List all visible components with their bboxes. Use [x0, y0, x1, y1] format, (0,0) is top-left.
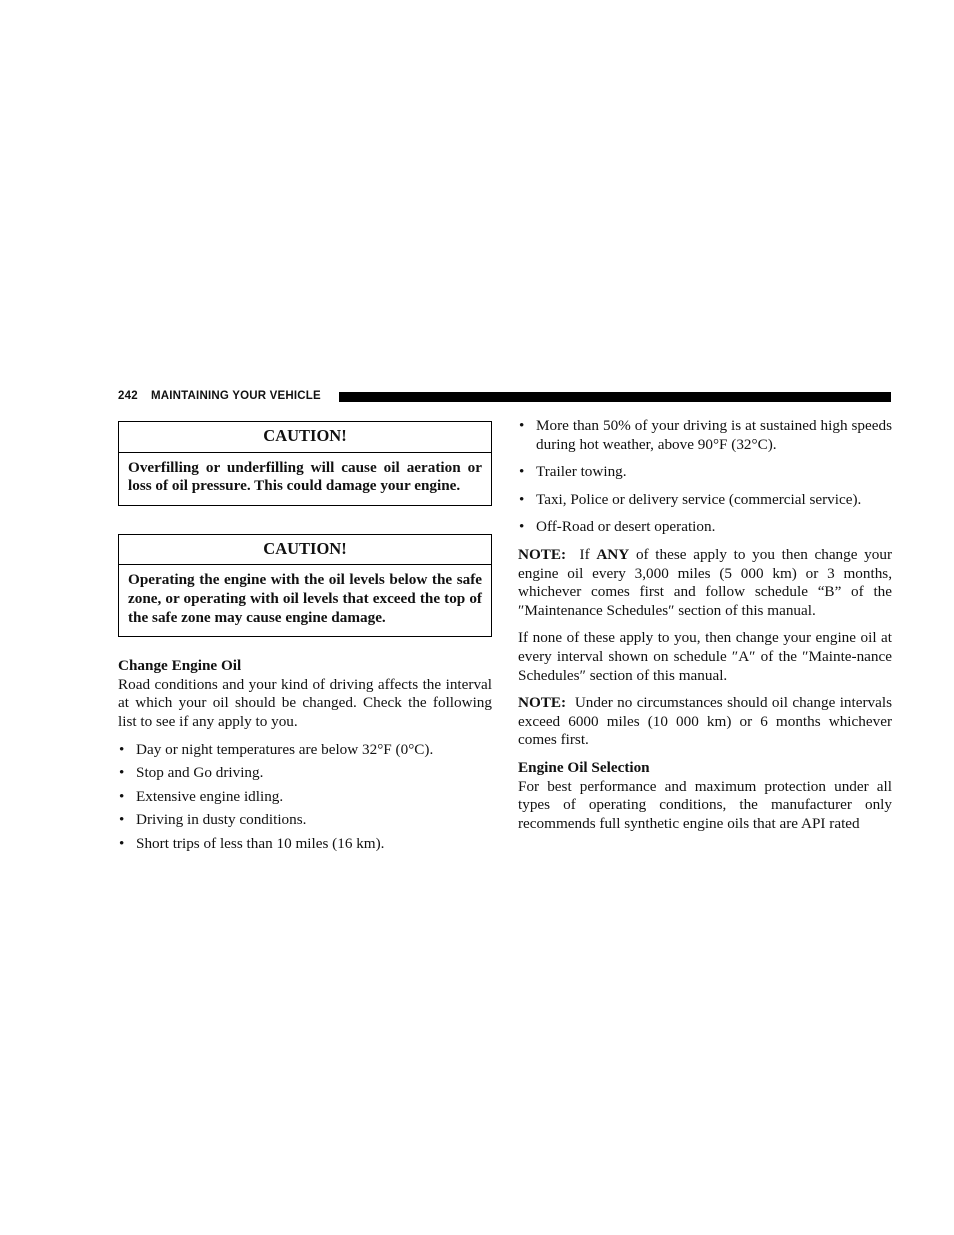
page-header [118, 389, 891, 405]
caution-box-oil-level [118, 421, 492, 506]
list-item: • Off-Road or desert operation. [519, 518, 716, 536]
note-emphasis: ANY [596, 545, 630, 563]
list-item: • Day or night temperatures are below 32°F (0°C). [119, 740, 434, 758]
list-item: • Stop and Go driving. [119, 764, 264, 782]
list-item: • Trailer towing. [519, 463, 627, 481]
list-item: • Short trips of less than 10 miles (16 km). [119, 834, 385, 852]
note-any-conditions: NOTE: If ANY of these apply to you then change your engine oil every 3,000 miles (5 000 km) or 3 months, whichever comes first and follow schedule “B” of the ″Maintenance Schedules″ section of this manual. [518, 545, 893, 619]
change-oil-heading: Change Engine Oil [118, 657, 242, 675]
header-rule [339, 392, 891, 402]
caution-title: CAUTION! [119, 535, 491, 566]
para-none-apply: If none of these apply to you, then change your engine oil at every interval shown on schedule ″A″ of the ″Mainte-nance Schedules″ section of this manual. [518, 629, 892, 684]
page-number: 242 [118, 390, 138, 402]
section-title: MAINTAINING YOUR VEHICLE [151, 390, 321, 402]
bullet-icon: • [519, 417, 525, 434]
oil-selection-text: For best performance and maximum protection under all types of operating conditions, the manufacturer only recommends full synthetic engine oils that are API rated [518, 777, 892, 832]
bullet-icon: • [119, 834, 125, 852]
bullet-icon: • [119, 764, 125, 782]
caution-title: CAUTION! [119, 422, 491, 453]
bullet-icon: • [119, 811, 125, 829]
bullet-icon: • [519, 463, 525, 481]
bullet-icon: • [519, 518, 525, 536]
bullet-icon: • [519, 490, 525, 508]
note-label: NOTE: [518, 694, 567, 712]
right-column [518, 417, 892, 842]
bullet-icon: • [119, 740, 125, 758]
caution-box-safe-zone [118, 534, 492, 637]
list-item: • Extensive engine idling. [119, 787, 284, 805]
caution-body: Operating the engine with the oil levels below the safe zone, or operating with oil levels that exceed the top of the safe zone may cause engine damage. [128, 571, 482, 626]
caution-body: Overfilling or underfilling will cause oil aeration or loss of oil pressure. This could damage your engine. [128, 458, 482, 495]
bullet-icon: • [119, 787, 125, 805]
list-item: • Taxi, Police or delivery service (commercial service). [519, 490, 862, 508]
left-column [118, 421, 492, 859]
list-item: • More than 50% of your driving is at sustained high speeds during hot weather, above 90°F (32°C). [519, 417, 892, 453]
driving-conditions-list-continued [518, 417, 892, 537]
note-max-interval: NOTE: Under no circumstances should oil change intervals exceed 6000 miles (10 000 km) or 6 months whichever comes first. [518, 694, 892, 749]
list-item: • Driving in dusty conditions. [119, 811, 307, 829]
change-oil-intro: Road conditions and your kind of driving affects the interval at which your oil should be changed. Check the following list to see if any apply to you. [118, 675, 492, 730]
oil-selection-heading: Engine Oil Selection [518, 758, 650, 776]
note-label: NOTE: [518, 545, 567, 563]
driving-conditions-list [118, 741, 492, 854]
